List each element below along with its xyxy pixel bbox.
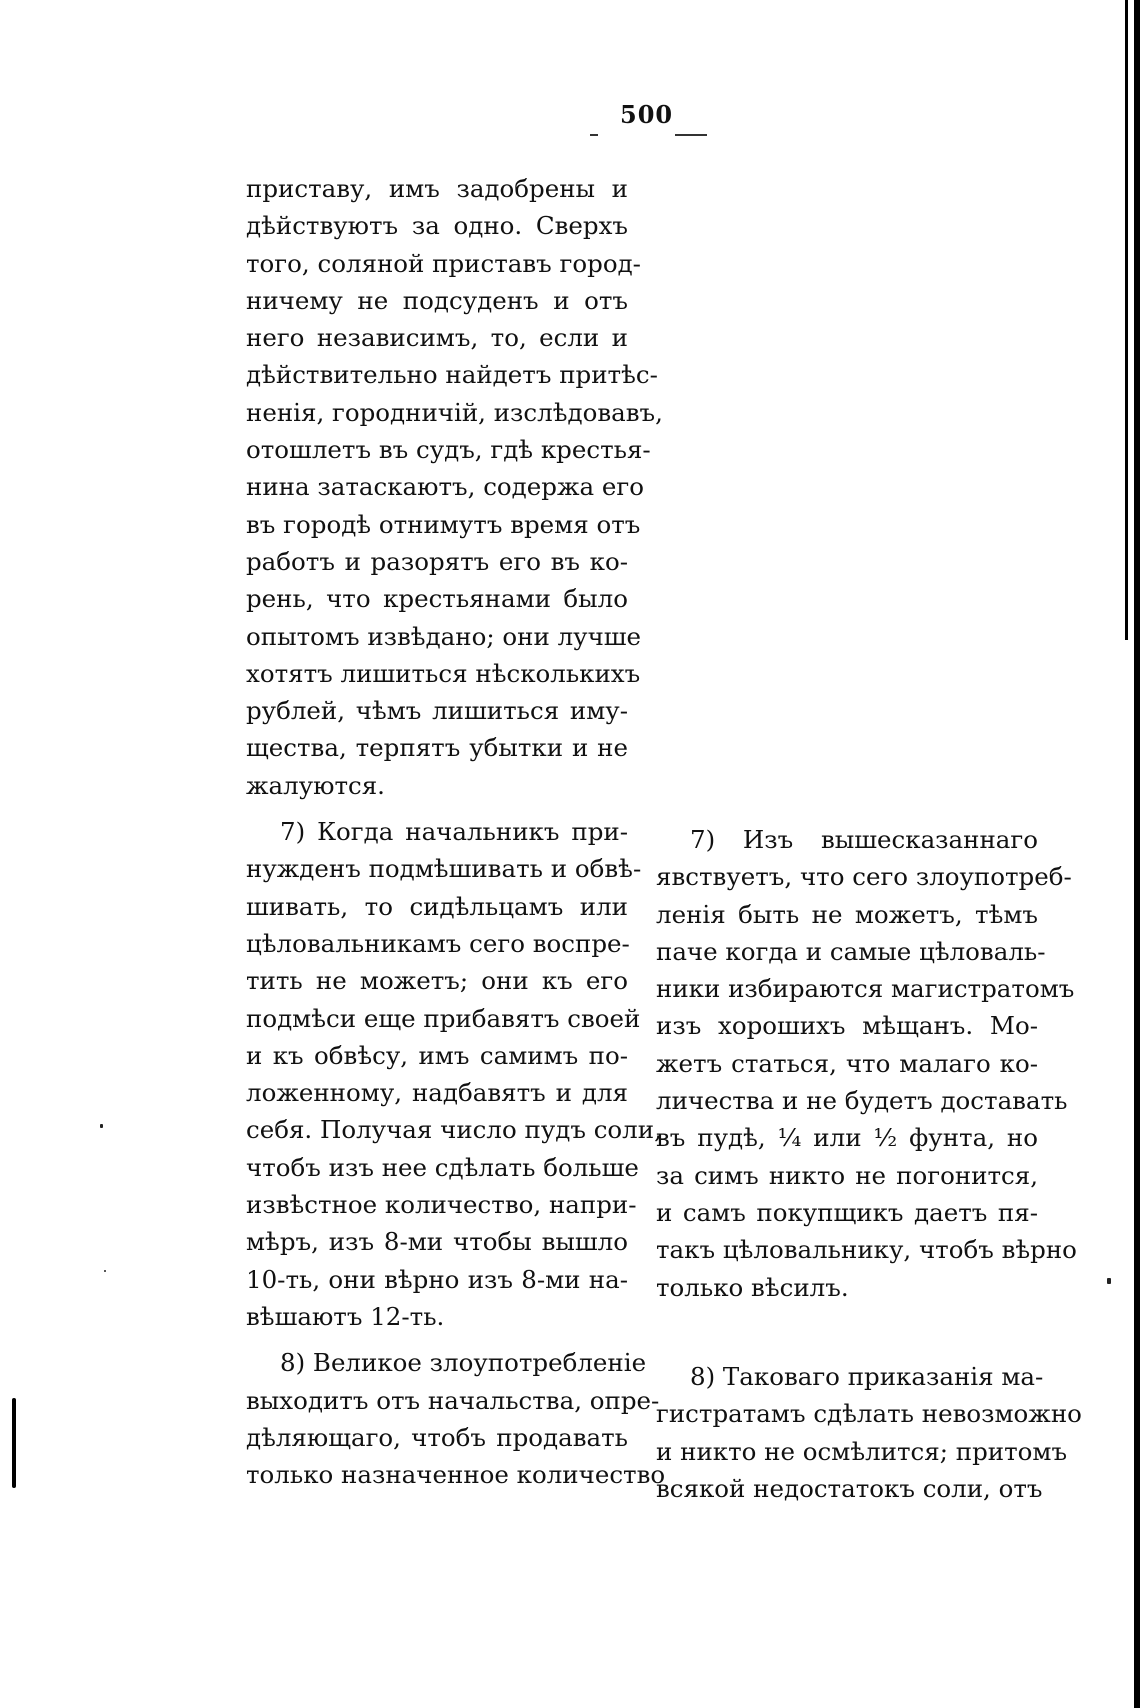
left-line: щества, терпятъ убытки и не [246,733,628,763]
right-line: ники избираются магистратомъ [656,974,1075,1004]
scan-speck [1107,1278,1111,1284]
left-line: рублей, чѣмъ лишиться иму- [246,696,628,726]
left-line: хотятъ лишиться нѣсколькихъ [246,658,641,688]
left-line: нина затаскаютъ, содержа его [246,472,644,502]
left-column [246,170,666,1493]
right-line: явствуетъ, что сего злоупотреб- [656,862,1072,892]
left-line: работъ и разорятъ его въ ко- [246,546,628,576]
left-line: дѣйствуютъ за одно. Сверхъ [246,211,628,241]
paragraph-gap [246,1335,628,1344]
left-line: него независимъ, то, если и [246,323,628,353]
left-line: жалуются. [246,770,385,800]
left-line-paragraph-start: 8) Великое злоупотребленіе [280,1348,647,1378]
scan-edge-bar-thin [1125,0,1128,640]
right-line: и самъ покупщикъ даетъ пя- [656,1197,1038,1227]
left-line: себя. Получая число пудъ соли, [246,1115,662,1145]
right-line: паче когда и самые цѣловаль- [656,936,1046,966]
left-line: выходитъ отъ начальства, опре- [246,1385,660,1415]
left-line: цѣловальникамъ сего воспре- [246,928,630,958]
right-line-paragraph-start: 8) Таковаго приказанія ма- [690,1362,1044,1391]
right-line: въ пудѣ, ¼ или ½ фунта, но [656,1123,1038,1153]
right-line: гистратамъ сдѣлать невозможно [656,1399,1082,1429]
right-line: личества и не будетъ доставать [656,1086,1068,1116]
right-line: изъ хорошихъ мѣщанъ. Мо- [656,1011,1038,1041]
right-line: жетъ статься, что малаго ко- [656,1048,1038,1078]
scan-speck [100,1124,103,1128]
left-line: шивать, то сидѣльцамъ или [246,891,628,921]
left-line: вѣшаютъ 12-ть. [246,1301,445,1331]
left-line: и къ обвѣсу, имъ самимъ по- [246,1040,628,1070]
left-line: 10-ть, они вѣрно изъ 8-ми на- [246,1264,628,1294]
left-line: рень, что крестьянами было [246,584,628,614]
left-line: чтобъ изъ нее сдѣлать больше [246,1152,639,1182]
left-line: въ городѣ отнимутъ время отъ [246,509,641,539]
page-number: 500 [620,100,674,129]
right-column-section-7 [656,821,1077,1306]
scan-left-mark [12,1398,16,1488]
left-line: извѣстное количество, напри- [246,1190,637,1220]
right-line: всякой недостатокъ соли, отъ [656,1473,1043,1503]
left-line: ложенному, надбавятъ и для [246,1078,628,1108]
left-line: нужденъ подмѣшивать и обвѣ- [246,854,642,884]
left-line: подмѣси еще прибавятъ своей [246,1003,641,1033]
left-line: ничему не подсуденъ и отъ [246,285,628,315]
left-line: тить не можетъ; они къ его [246,966,628,996]
left-line: дѣляющаго, чтобъ продавать [246,1422,628,1452]
right-line-paragraph-start: 7) Изъ вышесказаннаго [690,825,1038,854]
right-line: только вѣсилъ. [656,1272,849,1302]
left-line: дѣйствительно найдетъ притѣс- [246,360,658,390]
left-line: опытомъ извѣдано; они лучше [246,621,642,651]
right-line: и никто не осмѣлится; притомъ [656,1436,1068,1466]
page-number-rule-left [590,134,598,136]
left-line: только назначенное количество [246,1460,666,1490]
paragraph-gap [246,804,628,813]
left-line: мѣръ, изъ 8-ми чтобы вышло [246,1227,628,1257]
left-line: ненія, городничій, изслѣдовавъ, [246,397,663,427]
page-number-rule-right [675,134,707,136]
left-line-paragraph-start: 7) Когда начальникъ при- [280,817,628,847]
left-line: отошлетъ въ судъ, гдѣ крестья- [246,435,651,465]
scan-speck [104,1270,106,1272]
right-column-section-8 [656,1358,1082,1507]
scan-edge-bar [1134,0,1140,1708]
left-line: того, соляной приставъ город- [246,248,641,278]
right-line: такъ цѣловальнику, чтобъ вѣрно [656,1235,1077,1265]
right-line: ленія быть не можетъ, тѣмъ [656,899,1038,929]
left-line: приставу, имъ задобрены и [246,174,628,203]
right-line: за симъ никто не погонится, [656,1160,1038,1190]
